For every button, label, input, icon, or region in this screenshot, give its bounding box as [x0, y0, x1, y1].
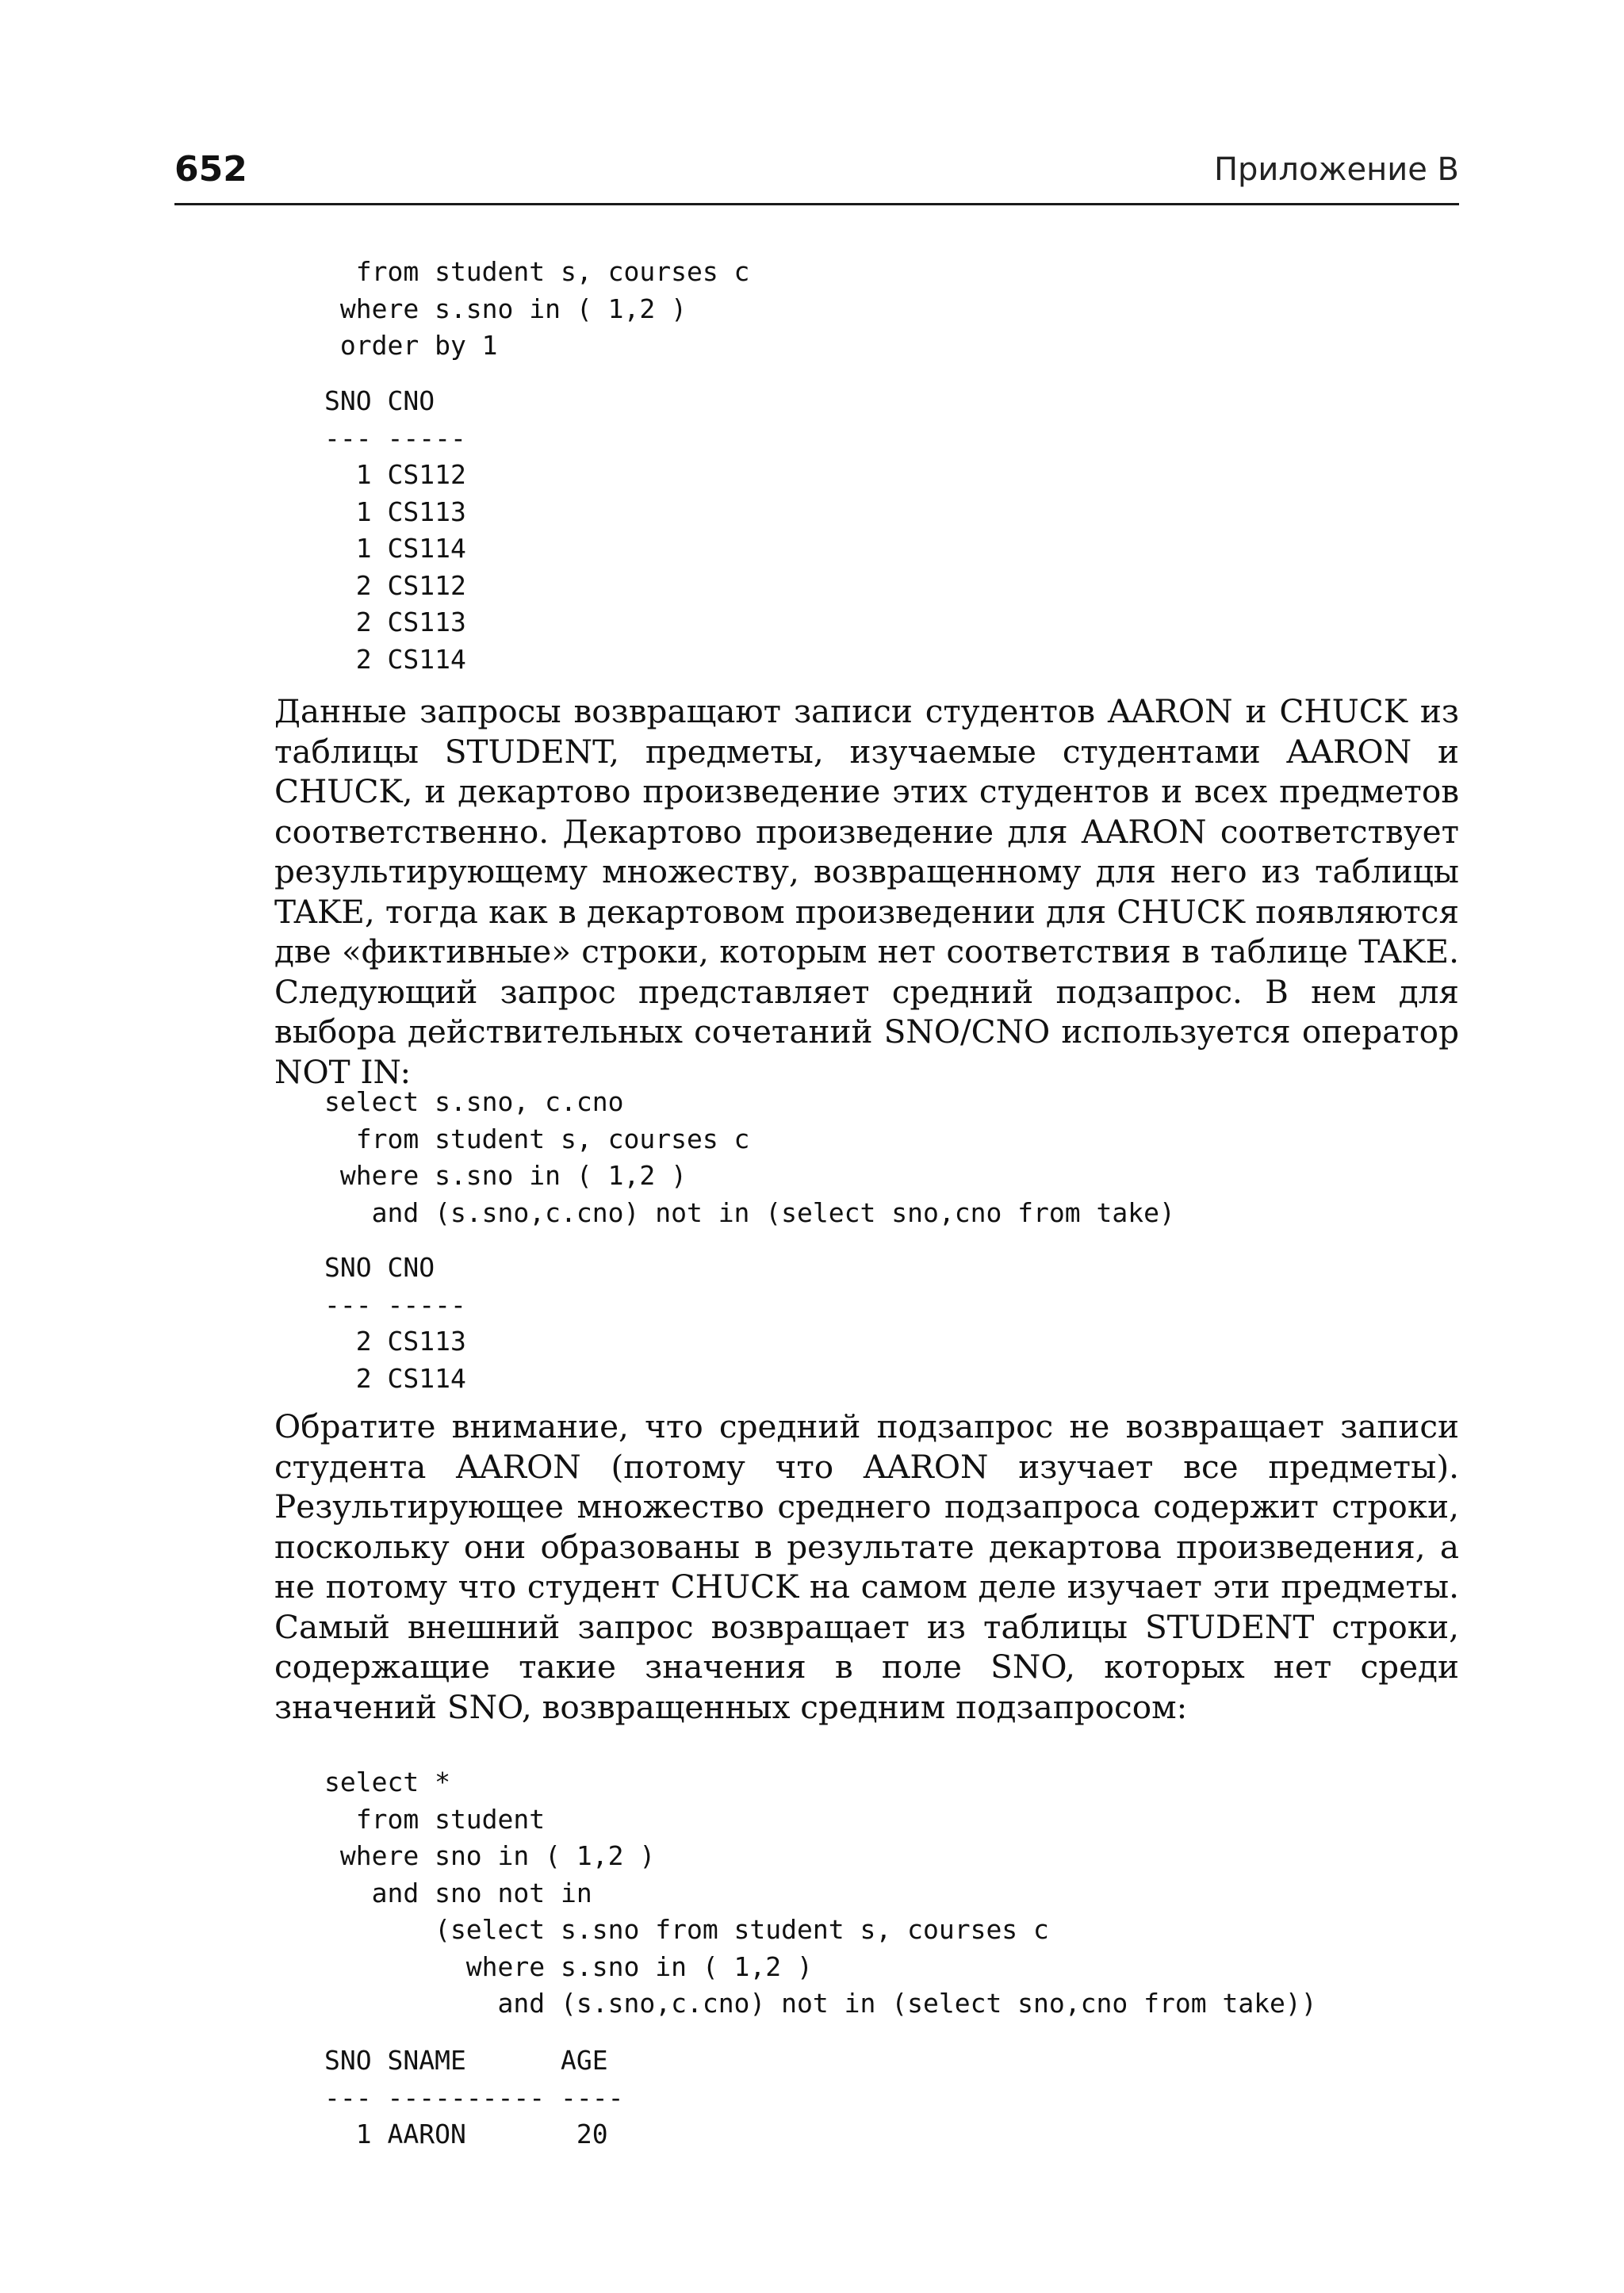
- page-number: 652: [174, 149, 247, 189]
- query-result-middle-subquery: SNO CNO --- ----- 2 CS113 2 CS114: [324, 1252, 466, 1394]
- body-paragraph-middle-subquery-note: Обратите внимание, что средний подзапрос не возвращает записи студента AARON (потому что AARON изучает все предметы). Результирующее множество среднего подзапроса содержит строки, поскольку они образованы в результате декартова произведения, а не потому что студент CHUCK на самом деле изучает эти предметы. Самый внешний запрос возвращает из таблицы STUDENT строки, содержащие такие значения в поле SNO, которых нет среди значений SNO, возвращенных средним подзапросом:: [274, 1407, 1459, 1726]
- code-listing-from-clause: from student s, courses c where s.sno in ( 1,2 ) order by 1: [339, 256, 750, 361]
- running-head: Приложение В: [1213, 151, 1459, 188]
- code-listing-middle-subquery: select s.sno, c.cno from student s, courses c where s.sno in ( 1,2 ) and (s.sno,c.cno) not in (select sno,cno from take): [324, 1086, 1175, 1228]
- code-listing-outer-query: select * from student where sno in ( 1,2 ) and sno not in (select s.sno from student s, courses c where s.sno in ( 1,2 ) and (s.sno,c.cno) not in (select sno,cno from take)): [324, 1767, 1317, 2019]
- body-paragraph-cartesian-product: Данные запросы возвращают записи студентов AARON и CHUCK из таблицы STUDENT, предметы, изучаемые студентами AARON и CHUCK, и декартово произведение этих студентов и всех предметов соответственно. Декартово произведение для AARON соответствует результирующему множеству, возвращенному для него из таблицы TAKE, тогда как в декартовом произведении для CHUCK появляются две «фиктивные» строки, которым нет соответствия в таблице TAKE. Следующий запрос представляет средний подзапрос. В нем для выбора действительных сочетаний SNO/CNO используется оператор NOT IN:: [274, 692, 1459, 1091]
- page-header: [174, 143, 1459, 205]
- query-result-outer-query: SNO SNAME AGE --- ---------- ---- 1 AARON 20: [324, 2045, 624, 2149]
- query-result-sno-cno: SNO CNO --- ----- 1 CS112 1 CS113 1 CS114 2 CS112 2 CS113 2 CS114: [324, 385, 466, 675]
